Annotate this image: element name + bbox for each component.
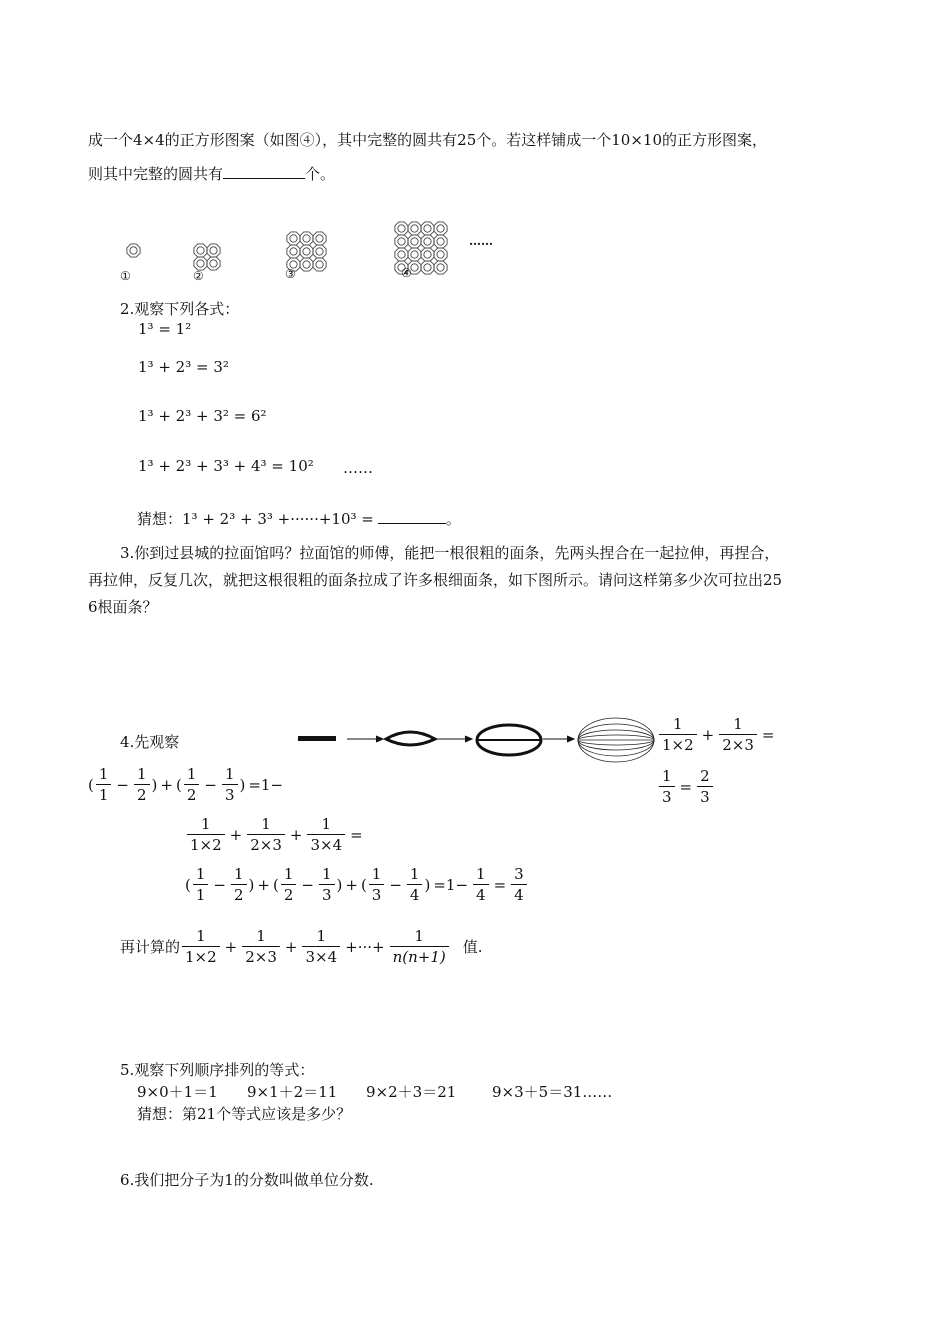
q4-row5 — [185, 866, 529, 903]
pattern-circle — [316, 235, 323, 242]
num: 1 — [733, 715, 743, 733]
octagon-tile — [421, 248, 434, 261]
q4-row3 — [657, 768, 715, 805]
pattern-circle — [290, 235, 297, 242]
den: 2×3 — [719, 734, 757, 753]
op-eq: = — [761, 725, 775, 744]
noodle-figure — [290, 710, 660, 770]
paren: ) — [151, 775, 158, 794]
num: 1 — [201, 815, 211, 833]
num: 1 — [321, 865, 332, 883]
op-minus: − — [116, 775, 129, 794]
octagon-tile — [421, 235, 434, 248]
num: 1 — [186, 765, 197, 783]
op-mid: =1− — [433, 875, 469, 894]
q4-row2 — [88, 766, 286, 803]
frac — [187, 816, 225, 853]
num: 3 — [514, 865, 524, 883]
answer-blank-1[interactable] — [223, 164, 305, 179]
q2-eq2: 1³ + 2³ = 3² — [138, 358, 229, 376]
num: 1 — [673, 715, 683, 733]
frac — [193, 866, 209, 903]
q4-compute-tail: 值. — [462, 938, 483, 956]
op-minus: − — [389, 875, 402, 894]
fig-label-3: ③ — [285, 267, 296, 281]
octagon-tile — [287, 245, 300, 258]
octagon-tile — [313, 258, 326, 271]
num: 1 — [261, 815, 271, 833]
figure-ellipsis: …… — [469, 234, 493, 248]
den: 1×2 — [659, 734, 697, 753]
den: 4 — [511, 884, 527, 903]
noodle-loop-many — [578, 718, 654, 762]
frac — [697, 768, 713, 805]
frac — [134, 766, 150, 803]
pattern-circle — [303, 261, 310, 268]
q4-row4 — [185, 816, 366, 853]
octagon-tile — [127, 244, 140, 257]
den: 2×3 — [247, 834, 285, 853]
frac — [307, 816, 345, 853]
p1-line2-post: 个。 — [305, 165, 336, 183]
pattern-circle — [398, 251, 405, 258]
pattern-circle — [197, 247, 204, 254]
op-dots: +···+ — [345, 937, 385, 956]
frac — [281, 866, 297, 903]
num: 1 — [414, 927, 424, 945]
num: 1 — [662, 767, 672, 785]
num: 1 — [476, 865, 486, 883]
octagon-tile — [207, 257, 220, 270]
answer-blank-2[interactable] — [378, 509, 446, 524]
frac — [473, 866, 489, 903]
q3-line2: 再拉伸，反复几次，就把这根很粗的面条拉成了许多根细面条，如下图所示。请问这样第多少次可拉出25 — [88, 571, 783, 589]
octagon-tile — [408, 248, 421, 261]
den: 3 — [319, 884, 335, 903]
pattern-circle — [411, 264, 418, 271]
pattern-circle — [411, 225, 418, 232]
paren: ) — [248, 875, 255, 894]
paren: ( — [360, 875, 367, 894]
paren: ( — [88, 775, 94, 794]
op-tail: =1− — [248, 775, 284, 794]
pattern-circle — [411, 251, 418, 258]
num: 1 — [233, 865, 244, 883]
frac — [369, 866, 385, 903]
pattern-circle — [316, 261, 323, 268]
num: 1 — [136, 765, 147, 783]
octagon-tile — [313, 232, 326, 245]
op-eq: = — [679, 777, 693, 796]
q4-title: 4.先观察 — [120, 733, 180, 751]
den: 1 — [96, 784, 112, 803]
paren: ) — [239, 775, 246, 794]
num: 1 — [283, 865, 294, 883]
op-plus: + — [345, 875, 358, 894]
frac — [182, 928, 220, 965]
pattern-circle — [303, 248, 310, 255]
octagon-tile — [421, 261, 434, 274]
octagon-tile — [395, 235, 408, 248]
den: 1×2 — [187, 834, 225, 853]
noodle-loop-4 — [477, 725, 541, 755]
den: 2×3 — [242, 946, 280, 965]
pattern-circle — [424, 238, 431, 245]
pattern-circle — [398, 225, 405, 232]
octagon-tile — [421, 222, 434, 235]
octagon-tile — [395, 248, 408, 261]
pattern-circle — [197, 260, 204, 267]
frac — [511, 866, 527, 903]
q2-guess — [137, 508, 461, 529]
octagon-tile — [408, 222, 421, 235]
paren: ( — [175, 775, 182, 794]
q5-eq3: 9×2＋3＝21 — [366, 1083, 457, 1101]
den: 3×4 — [302, 946, 340, 965]
den: n(n+1) — [390, 946, 449, 965]
den: 2 — [184, 784, 200, 803]
frac — [242, 928, 280, 965]
paren: ( — [185, 875, 191, 894]
pattern-circle — [411, 238, 418, 245]
p1-line2-pre: 则其中完整的圆共有 — [88, 165, 224, 183]
frac — [319, 866, 335, 903]
op-plus: + — [160, 775, 173, 794]
frac — [222, 766, 238, 803]
p1-line1: 成一个4×4的正方形图案（如图④），其中完整的圆共有25个。若这样铺成一个10×10的正方形图案， — [88, 131, 767, 149]
octagon-tile — [434, 261, 447, 274]
num: 2 — [700, 767, 710, 785]
pattern-circle — [437, 225, 444, 232]
den: 3 — [222, 784, 238, 803]
den: 3 — [697, 786, 713, 805]
paren: ) — [336, 875, 343, 894]
pattern-circle — [210, 260, 217, 267]
q5-eq4: 9×3＋5＝31…… — [492, 1083, 613, 1101]
frac — [231, 866, 247, 903]
op-plus: + — [257, 875, 270, 894]
pattern-circle — [316, 248, 323, 255]
pattern-circle — [437, 264, 444, 271]
circle-pattern-figure — [110, 195, 510, 285]
den: 1×2 — [182, 946, 220, 965]
frac — [247, 816, 285, 853]
num: 1 — [98, 765, 109, 783]
den: 3×4 — [307, 834, 345, 853]
noodle-loop-2 — [386, 732, 435, 745]
q2-eq1: 1³ = 1² — [138, 320, 192, 338]
den: 3 — [659, 786, 675, 805]
octagon-tile — [408, 235, 421, 248]
frac — [659, 768, 675, 805]
num: 1 — [195, 865, 206, 883]
pattern-circle — [424, 251, 431, 258]
pattern-circle — [437, 251, 444, 258]
pattern-circle — [130, 247, 137, 254]
q2-eq3: 1³ + 2³ + 3² = 6² — [138, 407, 267, 425]
den: 3 — [369, 884, 385, 903]
fig-label-1: ① — [120, 269, 131, 283]
frac — [407, 866, 423, 903]
frac — [659, 716, 697, 753]
op-plus: + — [284, 937, 298, 956]
octagon-tile — [434, 222, 447, 235]
p1-line2 — [88, 163, 335, 184]
frac — [96, 766, 112, 803]
fig-label-2: ② — [193, 269, 204, 283]
octagon-tile — [434, 248, 447, 261]
op-eq: = — [493, 875, 507, 894]
frac — [390, 928, 449, 965]
q2-guess-label: 猜想： — [137, 510, 183, 528]
q2-guess-end: 。 — [445, 510, 461, 528]
num: 1 — [321, 815, 332, 833]
octagon-tile — [395, 222, 408, 235]
op-minus: − — [301, 875, 314, 894]
den: 1 — [193, 884, 209, 903]
den: 2 — [231, 884, 247, 903]
frac — [184, 766, 200, 803]
q5-eq2: 9×1＋2＝11 — [247, 1083, 338, 1101]
pattern-circle — [398, 238, 405, 245]
paren: ) — [424, 875, 431, 894]
num: 1 — [409, 865, 420, 883]
den: 4 — [407, 884, 423, 903]
q2-title: 2.观察下列各式： — [120, 300, 240, 318]
op-eq: = — [350, 825, 363, 844]
op-plus: + — [224, 937, 238, 956]
pattern-circle — [210, 247, 217, 254]
octagon-tile — [313, 245, 326, 258]
op-plus: + — [229, 825, 243, 844]
den: 4 — [473, 884, 489, 903]
fig-label-4: ④ — [401, 266, 412, 280]
op-minus: − — [204, 775, 217, 794]
q5-guess: 猜想：第21个等式应该是多少？ — [137, 1105, 352, 1123]
octagon-tile — [207, 244, 220, 257]
octagon-tile — [300, 232, 313, 245]
num: 1 — [224, 765, 235, 783]
frac — [719, 716, 757, 753]
q2-eq4: 1³ + 2³ + 3³ + 4³ = 10² — [138, 457, 314, 475]
num: 1 — [316, 927, 327, 945]
q4-row1 — [657, 716, 777, 753]
octagon-tile — [300, 258, 313, 271]
paren: ( — [272, 875, 279, 894]
q4-compute-label: 再计算的 — [120, 938, 181, 956]
octagon-tile — [194, 244, 207, 257]
num: 1 — [256, 927, 266, 945]
num: 1 — [196, 927, 206, 945]
q3-line1: 3.你到过县城的拉面馆吗？拉面馆的师傅，能把一根很粗的面条，先两头捏合在一起拉伸，再捏合， — [120, 544, 780, 562]
pattern-circle — [437, 238, 444, 245]
frac — [302, 928, 340, 965]
q6-title: 6.我们把分子为1的分数叫做单位分数. — [120, 1171, 374, 1189]
op-minus: − — [213, 875, 226, 894]
pattern-circle — [303, 235, 310, 242]
q4-row6 — [120, 928, 486, 965]
den: 2 — [134, 784, 150, 803]
octagon-tile — [434, 235, 447, 248]
pattern-circle — [424, 264, 431, 271]
num: 1 — [371, 865, 382, 883]
q3-line3: 6根面条？ — [88, 598, 158, 616]
q5-eq1: 9×0＋1＝1 — [137, 1083, 218, 1101]
q5-title: 5.观察下列顺序排列的等式： — [120, 1061, 315, 1079]
octagon-tile — [287, 232, 300, 245]
octagon-tile — [300, 245, 313, 258]
pattern-circle — [290, 248, 297, 255]
den: 2 — [281, 884, 297, 903]
op-plus: + — [701, 725, 715, 744]
op-plus: + — [289, 825, 303, 844]
noodle-thick — [298, 736, 336, 741]
pattern-circle — [424, 225, 431, 232]
q2-guess-expr: 1³ + 2³ + 3³ +······+10³ = — [182, 510, 374, 528]
q2-ellipsis: …… — [343, 459, 373, 477]
